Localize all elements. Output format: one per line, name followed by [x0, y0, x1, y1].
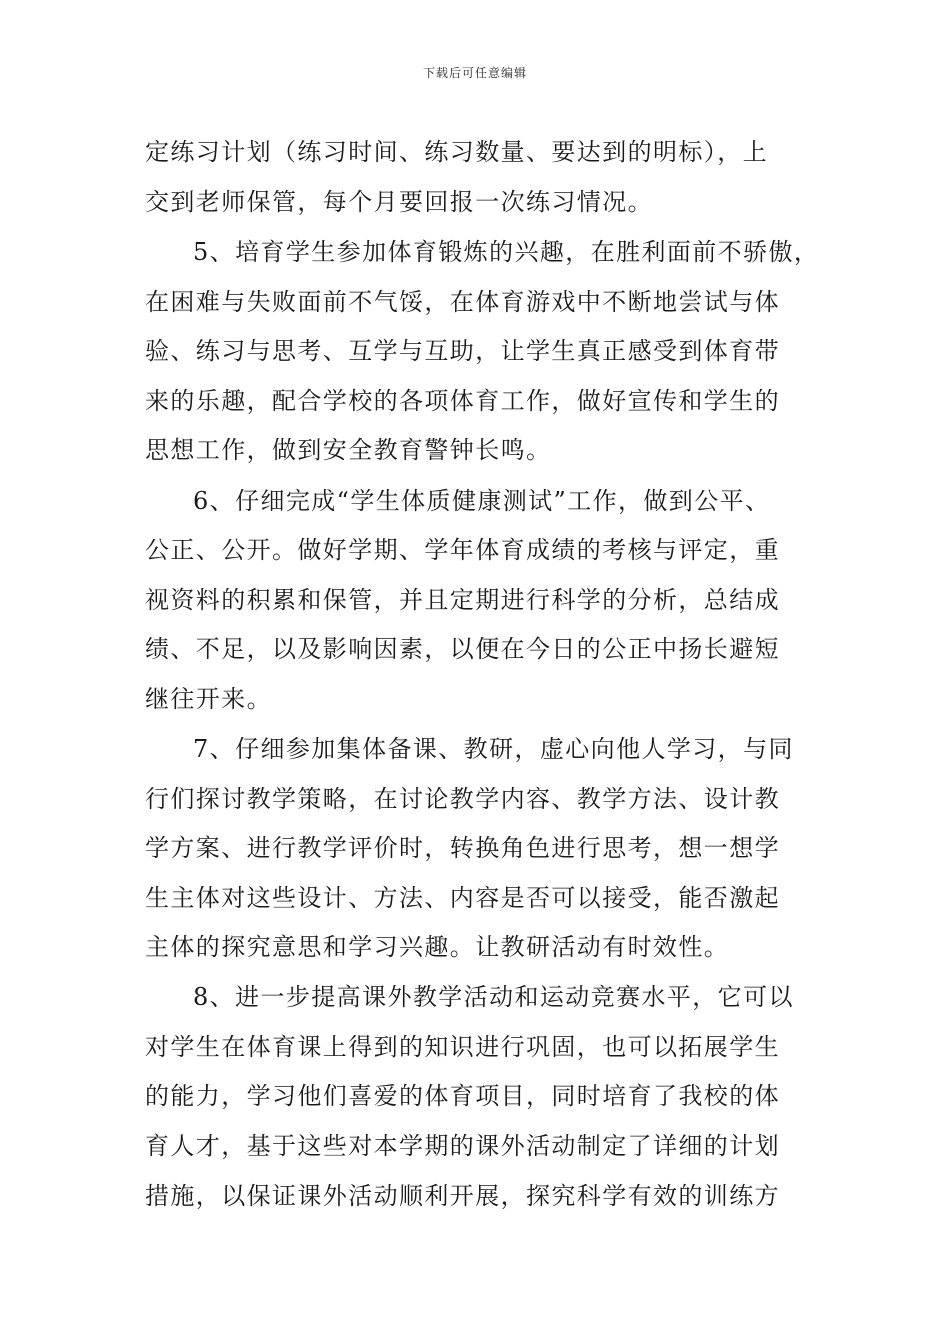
- text-line: 的能力，学习他们喜爱的体育项目，同时培育了我校的体: [145, 1082, 780, 1110]
- text-line: 对学生在体育课上得到的知识进行巩固，也可以拓展学生: [145, 1033, 780, 1061]
- text-line: 绩、不足，以及影响因素，以便在今日的公正中扬长避短: [145, 635, 780, 663]
- paragraph-7-start: 7、仔细参加集体备课、教研，虚心向他人学习，与同: [193, 735, 794, 763]
- text-line: 验、练习与思考、互学与互助，让学生真正感受到体育带: [145, 337, 780, 365]
- text-line: 思想工作，做到安全教育警钟长鸣。: [145, 436, 552, 464]
- text-line: 措施，以保证课外活动顺利开展，探究科学有效的训练方: [145, 1182, 780, 1210]
- text-line: 交到老师保管，每个月要回报一次练习情况。: [145, 188, 653, 216]
- text-line: 在困难与失败面前不气馁，在体育游戏中不断地尝试与体: [145, 288, 780, 316]
- paragraph-8-start: 8、进一步提高课外教学活动和运动竞赛水平，它可以: [193, 983, 794, 1011]
- text-line: 定练习计划（练习时间、练习数量、要达到的明标），上: [145, 138, 768, 166]
- text-line: 公正、公开。做好学期、学年体育成绩的考核与评定，重: [145, 536, 780, 564]
- text-line: 行们探讨教学策略，在讨论教学内容、教学方法、设计教: [145, 785, 780, 813]
- text-line: 来的乐趣，配合学校的各项体育工作，做好宣传和学生的: [145, 387, 780, 415]
- paragraph-5-start: 5、培育学生参加体育锻炼的兴趣，在胜利面前不骄傲，: [193, 238, 820, 266]
- paragraph-6-start: 6、仔细完成“学生体质健康测试”工作，做到公平、: [193, 487, 771, 515]
- text-line: 生主体对这些设计、方法、内容是否可以接受，能否激起: [145, 884, 780, 912]
- text-line: 育人才，基于这些对本学期的课外活动制定了详细的计划: [145, 1132, 780, 1160]
- text-line: 视资料的积累和保管，并且定期进行科学的分析，总结成: [145, 586, 780, 614]
- page-header: 下载后可任意编辑: [422, 66, 527, 80]
- text-line: 主体的探究意思和学习兴趣。让教研活动有时效性。: [145, 933, 730, 961]
- text-line: 学方案、进行教学评价时，转换角色进行思考，想一想学: [145, 834, 780, 862]
- text-line: 继往开来。: [145, 685, 272, 713]
